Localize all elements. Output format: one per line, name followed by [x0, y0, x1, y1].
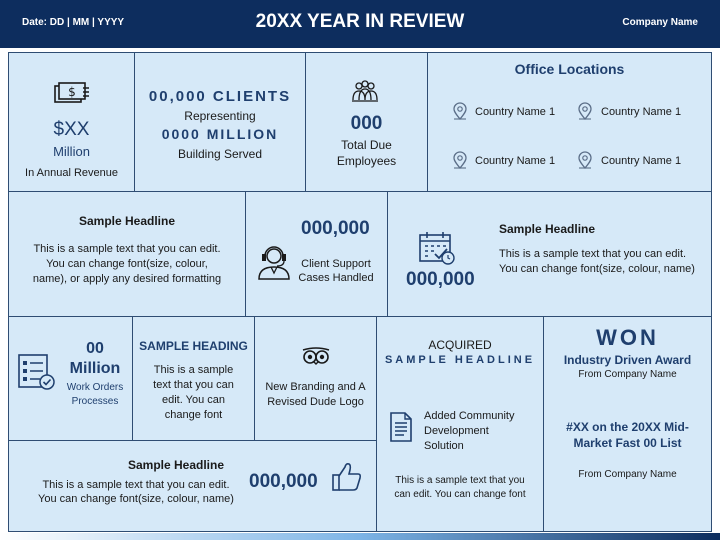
won-rank-2: Market Fast 00 List — [573, 436, 682, 450]
clients-card — [134, 52, 306, 192]
sample-heading-text-4: change font — [164, 409, 223, 421]
headline-1-text-3: name), or apply any desired formatting — [32, 273, 222, 285]
employees-card — [305, 52, 428, 192]
revenue-label: In Annual Revenue — [25, 167, 118, 179]
acquired-item-1: Added Community — [424, 410, 515, 422]
headline-card-1 — [8, 191, 246, 317]
clients-count: 00,000 CLIENTS — [148, 88, 292, 105]
branding-text-1: New Branding and A — [265, 381, 366, 393]
headset-agent-icon — [256, 242, 292, 280]
employees-label-2: Employees — [336, 154, 397, 168]
work-orders-label-1: Work Orders — [66, 382, 124, 393]
revenue-value: $XX — [53, 119, 90, 140]
employees-label-1: Total Due — [341, 138, 392, 152]
support-label-2: Cases Handled — [298, 272, 374, 284]
acquired-text-1: This is a sample text that you — [395, 475, 525, 486]
employees-value: 000 — [350, 113, 383, 134]
acquired-label: ACQUIRED — [428, 338, 492, 352]
acquired-headline: SAMPLE HEADLINE — [384, 354, 536, 366]
office-location-2: Country Name 1 — [601, 106, 682, 118]
headline-1-title: Sample Headline — [78, 214, 176, 228]
office-location-4: Country Name 1 — [601, 155, 682, 167]
support-value: 000,000 — [301, 218, 370, 239]
team-icon — [351, 80, 379, 104]
won-card — [543, 316, 712, 532]
work-orders-value-2: Million — [69, 360, 121, 377]
page-title: 20XX YEAR IN REVIEW — [255, 11, 465, 32]
support-card — [245, 191, 388, 317]
support-label-1: Client Support — [301, 258, 371, 270]
acquired-item-3: Solution — [424, 440, 464, 452]
clients-million: 0000 MILLION — [161, 126, 279, 142]
checklist-icon — [17, 353, 57, 391]
owl-logo-icon — [301, 347, 331, 365]
sample-heading-text-2: text that you can — [153, 379, 234, 391]
revenue-card — [8, 52, 135, 192]
sample-heading-card — [132, 316, 255, 441]
clients-representing: Representing — [184, 109, 256, 123]
work-orders-label-2: Processes — [71, 396, 119, 407]
won-from-1: From Company Name — [578, 369, 677, 380]
calendar-title: Sample Headline — [499, 222, 596, 236]
svg-text:$: $ — [68, 85, 76, 99]
office-location-3: Country Name 1 — [475, 155, 556, 167]
office-location-1: Country Name 1 — [475, 106, 556, 118]
headline-bottom-title: Sample Headline — [127, 458, 225, 472]
office-locations-card — [427, 52, 712, 192]
revenue-unit: Million — [53, 144, 90, 159]
money-icon — [53, 80, 91, 106]
header-date: Date: DD | MM | YYYY — [22, 17, 125, 28]
headline-bottom-text-1: This is a sample text that you can edit. — [42, 479, 230, 491]
headline-bottom-text-2: You can change font(size, colour, name) — [38, 493, 234, 505]
location-pin-icon — [452, 151, 468, 169]
branding-text-2: Revised Dude Logo — [267, 396, 364, 408]
calendar-text-1: This is a sample text that you can edit. — [499, 248, 687, 260]
header-bar — [0, 0, 720, 48]
location-pin-icon — [452, 102, 468, 120]
won-award: Industry Driven Award — [563, 353, 692, 367]
calendar-card — [387, 191, 712, 317]
thumbs-up-icon — [331, 461, 363, 493]
acquired-text-2: can edit. You can change font — [394, 489, 526, 500]
headline-1-text-2: You can change font(size, colour, — [46, 258, 208, 270]
acquired-card — [376, 316, 544, 532]
header-company: Company Name — [622, 17, 698, 28]
sample-heading-text-3: edit. You can — [161, 394, 225, 406]
branding-card — [254, 316, 377, 441]
sample-heading-text-1: This is a sample — [153, 364, 234, 376]
calendar-value: 000,000 — [406, 269, 475, 290]
headline-bottom-value: 000,000 — [249, 471, 318, 492]
headline-1-text-1: This is a sample text that you can edit. — [33, 243, 221, 255]
infographic-frame — [8, 52, 712, 532]
calendar-check-icon — [418, 230, 456, 266]
headline-card-bottom — [8, 440, 377, 532]
acquired-item-2: Development — [424, 425, 489, 437]
won-rank-1: #XX on the 20XX Mid- — [566, 420, 689, 434]
footer-gradient-bar — [0, 533, 720, 540]
work-orders-value-1: 00 — [86, 340, 104, 357]
calendar-text-2: You can change font(size, colour, name) — [499, 263, 695, 275]
office-locations-title: Office Locations — [514, 61, 625, 77]
won-from-2: From Company Name — [578, 469, 677, 480]
clients-building: Building Served — [177, 147, 263, 161]
won-title: WON — [596, 325, 659, 350]
work-orders-card — [8, 316, 133, 441]
location-pin-icon — [577, 102, 593, 120]
location-pin-icon — [577, 151, 593, 169]
sample-heading-title: SAMPLE HEADING — [139, 339, 248, 353]
document-icon — [388, 411, 414, 443]
